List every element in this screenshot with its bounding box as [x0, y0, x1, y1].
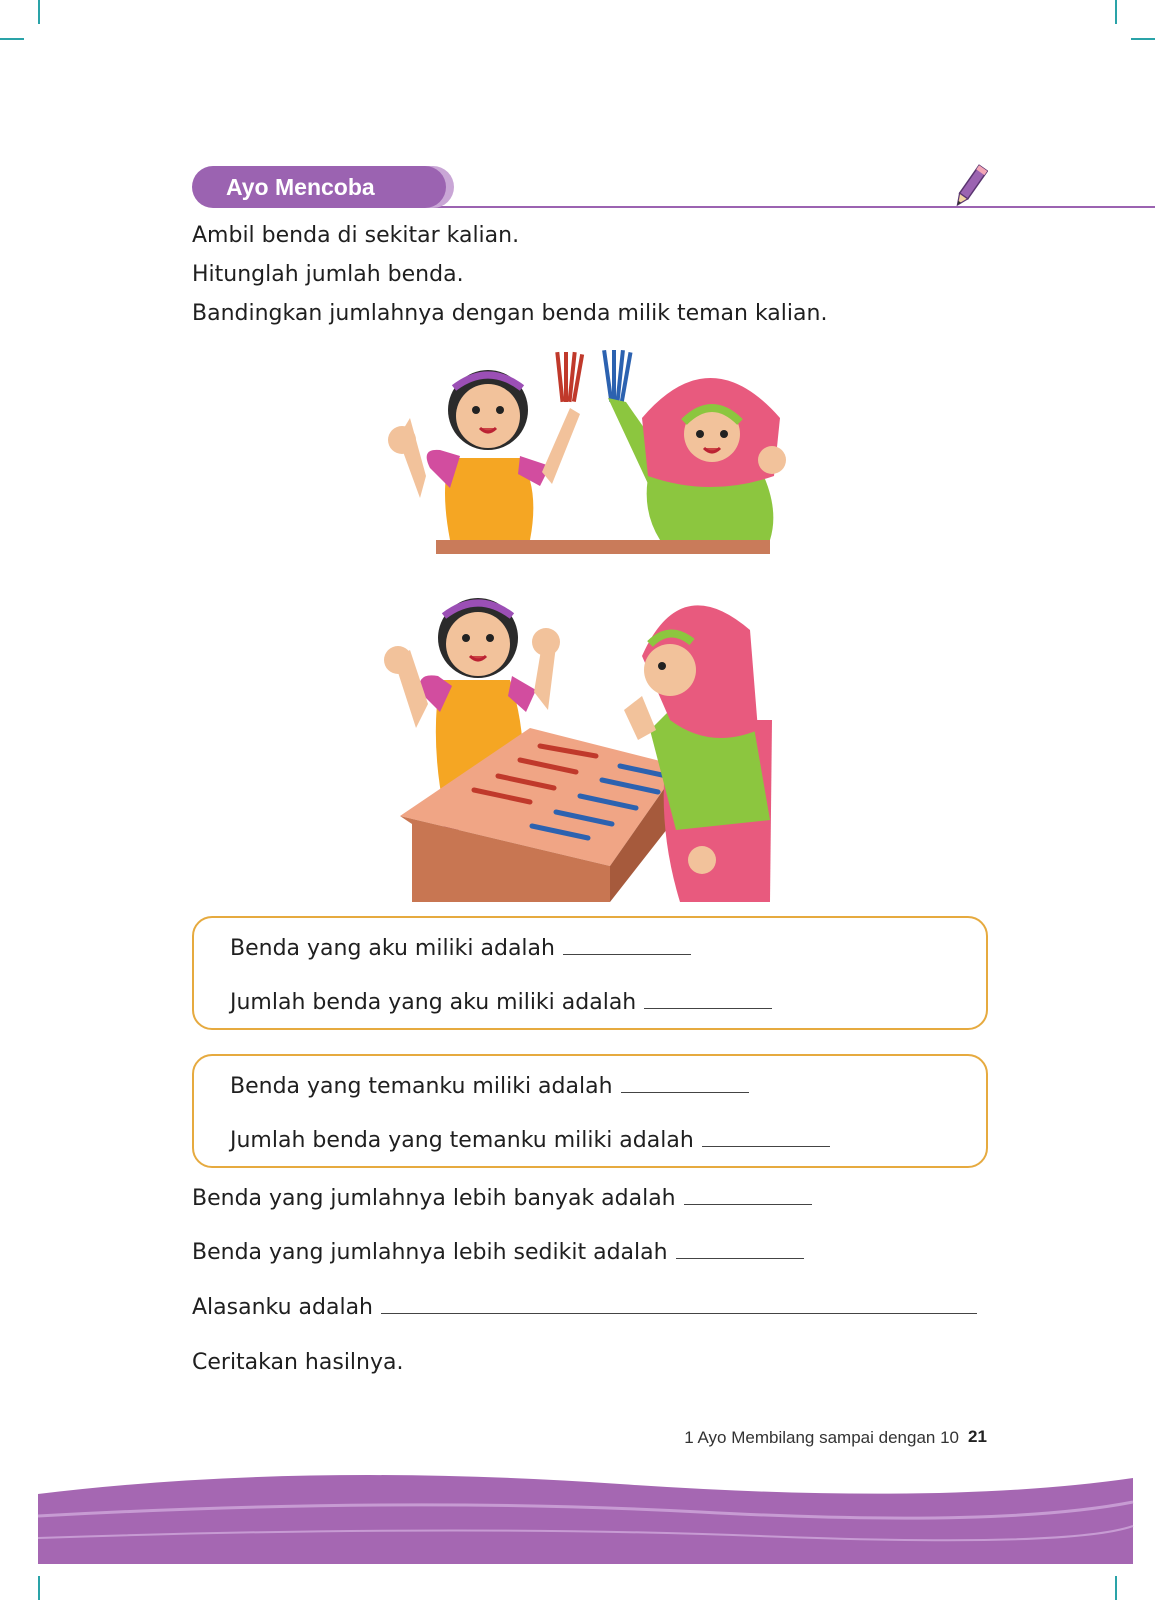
- answer-box-friend: [192, 1054, 988, 1168]
- reason-label: Alasanku adalah: [192, 1295, 373, 1320]
- question-more: Benda yang jumlahnya lebih banyak adalah: [192, 1186, 676, 1211]
- crop-mark-top-left-v: [38, 0, 40, 24]
- instruction-3: Bandingkan jumlahnya dengan benda milik teman kalian.: [192, 301, 828, 326]
- answer-more-blank[interactable]: [684, 1203, 812, 1205]
- girl-hijab-pointing: [624, 605, 772, 902]
- answer-box-mine: [192, 916, 988, 1030]
- footer-wave-decoration: [0, 1466, 1155, 1600]
- my-item-line: [230, 936, 691, 961]
- my-count-line: [230, 990, 772, 1015]
- girls-counting-pencils-illustration: [380, 580, 800, 902]
- red-pencils: [555, 352, 584, 402]
- tell-results: Ceritakan hasilnya.: [192, 1350, 404, 1375]
- girls-holding-pencils-illustration: [380, 348, 800, 558]
- friend-count-line: [230, 1128, 830, 1153]
- my-count-blank[interactable]: [644, 1007, 772, 1009]
- header-rule: [432, 206, 1155, 208]
- instruction-1: Ambil benda di sekitar kalian.: [192, 223, 520, 248]
- page-number: 21: [968, 1427, 987, 1446]
- section-header: [192, 166, 992, 210]
- crop-mark-top-left-h: [0, 38, 24, 40]
- question-less: Benda yang jumlahnya lebih sedikit adalah: [192, 1240, 668, 1265]
- girl-headband: [388, 352, 584, 540]
- reason-blank[interactable]: [381, 1312, 977, 1314]
- pencil-icon: [952, 162, 988, 212]
- answer-less-blank[interactable]: [676, 1257, 804, 1259]
- friend-item-line: [230, 1074, 749, 1099]
- blue-pencils: [602, 350, 632, 402]
- friend-count-blank[interactable]: [702, 1145, 830, 1147]
- crop-mark-top-right-v: [1115, 0, 1117, 24]
- chapter-footer: 1 Ayo Membilang sampai dengan 10: [684, 1428, 959, 1447]
- question-less-line: [192, 1240, 804, 1265]
- friend-item-label: Benda yang temanku miliki adalah: [230, 1074, 613, 1099]
- instruction-2: Hitunglah jumlah benda.: [192, 262, 464, 287]
- question-more-line: [192, 1186, 812, 1211]
- friend-count-label: Jumlah benda yang temanku miliki adalah: [230, 1128, 694, 1153]
- table-top: [436, 540, 770, 554]
- friend-item-blank[interactable]: [621, 1091, 749, 1093]
- section-title: Ayo Mencoba: [226, 174, 375, 200]
- reason-line: [192, 1295, 977, 1320]
- my-item-blank[interactable]: [563, 953, 691, 955]
- crop-mark-top-right-h: [1131, 38, 1155, 40]
- my-count-label: Jumlah benda yang aku miliki adalah: [230, 990, 637, 1015]
- my-item-label: Benda yang aku miliki adalah: [230, 936, 555, 961]
- girl-hijab: [602, 350, 786, 540]
